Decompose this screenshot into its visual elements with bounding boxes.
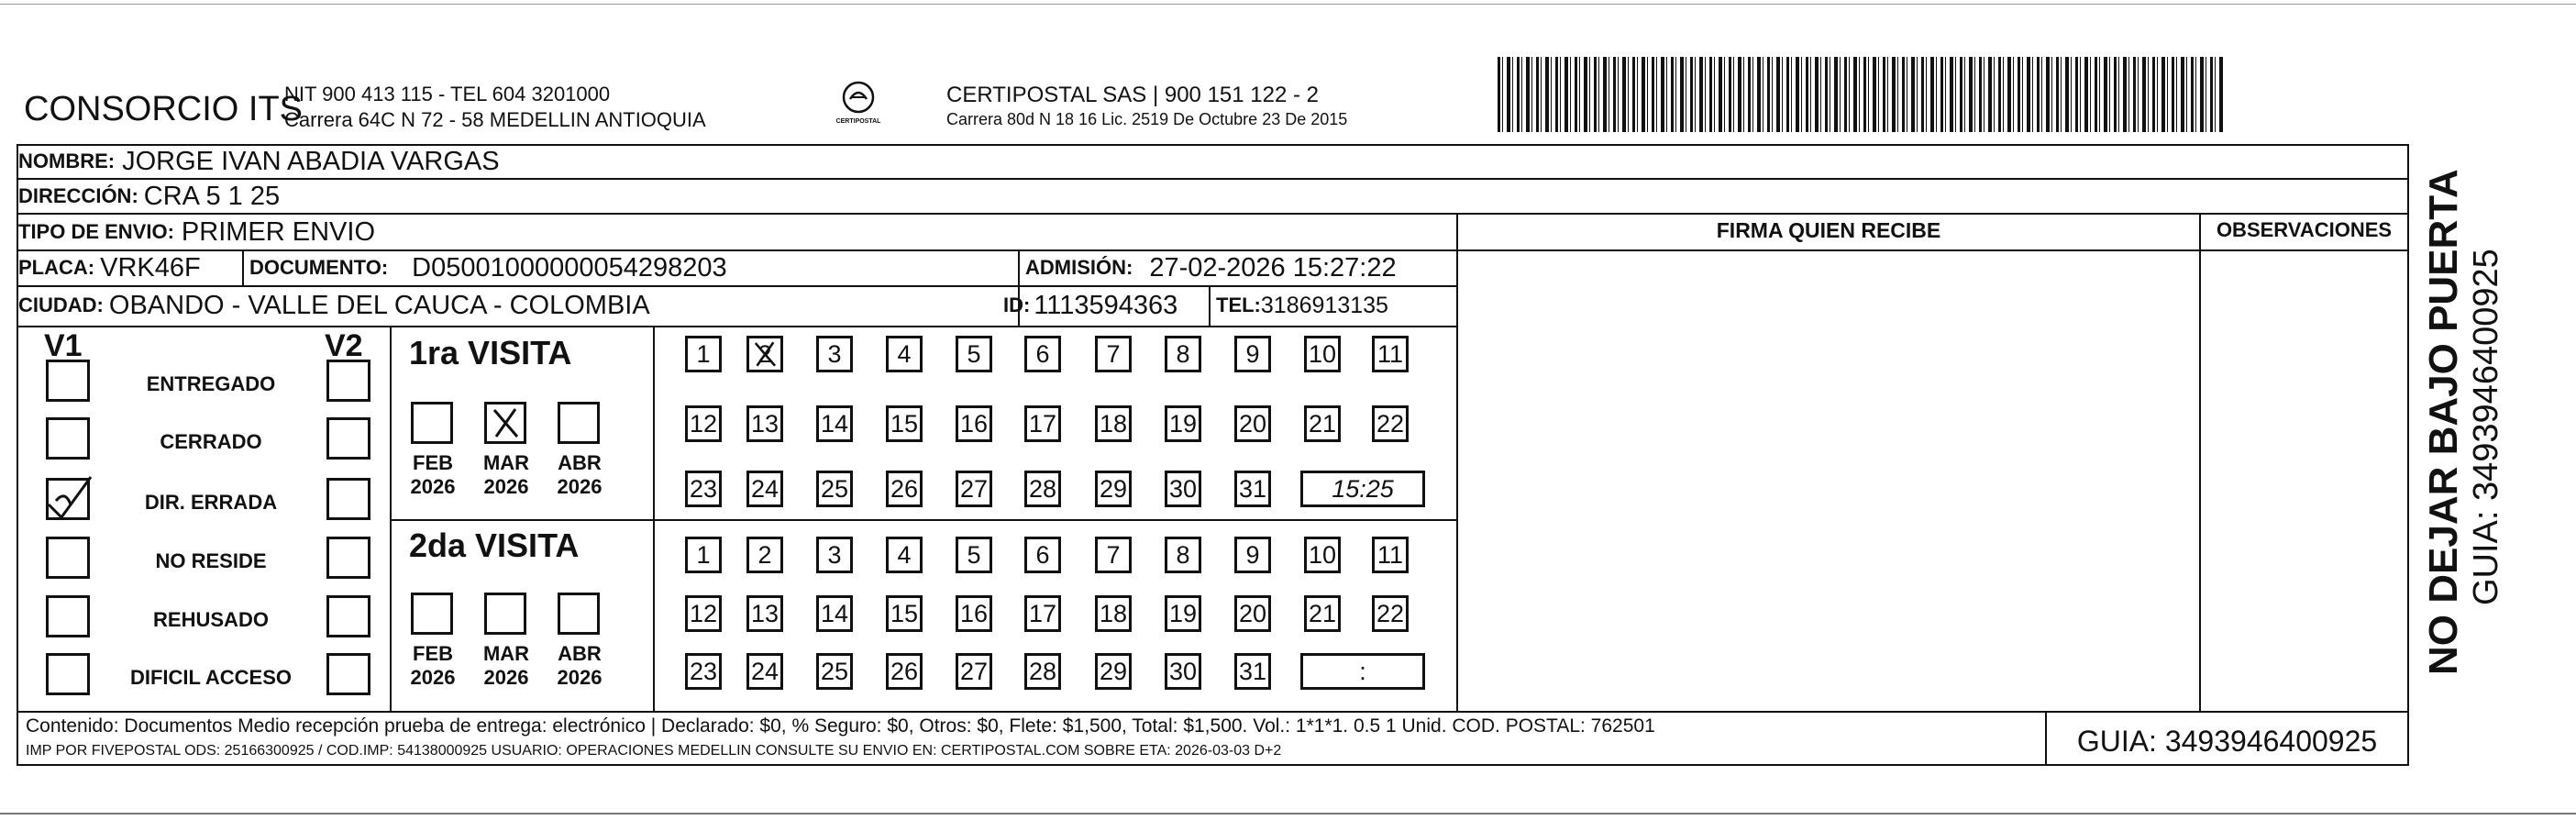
- tel-row: [1216, 290, 1388, 321]
- id-row: [1003, 290, 1177, 321]
- logo-text: CERTIPOSTAL: [835, 118, 881, 125]
- second-day-box[interactable]: [746, 537, 783, 573]
- first-day-box[interactable]: [886, 336, 923, 372]
- day-number: 18: [1099, 599, 1128, 627]
- day-number: 20: [1238, 599, 1267, 627]
- month-name: FEB: [413, 642, 453, 665]
- first-month-label: [479, 451, 534, 499]
- second-day-box[interactable]: [746, 595, 783, 632]
- second-day-box[interactable]: [1095, 595, 1132, 632]
- second-day-box[interactable]: [886, 653, 923, 690]
- v2-checkbox[interactable]: [326, 360, 370, 402]
- first-day-box[interactable]: [1372, 336, 1409, 372]
- side-guia: GUIA: 3493946400925: [2467, 249, 2505, 605]
- second-day-box[interactable]: [1304, 537, 1341, 573]
- first-day-box[interactable]: [816, 405, 853, 442]
- day-number: 29: [1099, 474, 1128, 503]
- first-month-label: [405, 451, 460, 499]
- second-day-box[interactable]: [1304, 595, 1341, 632]
- day-number: 4: [897, 339, 912, 368]
- first-day-box[interactable]: [1372, 405, 1409, 442]
- rule-visit: [390, 519, 1456, 521]
- v1-label: V1: [44, 328, 83, 363]
- first-day-box[interactable]: [1024, 405, 1061, 442]
- day-number: 6: [1035, 540, 1050, 569]
- day-number: 10: [1308, 339, 1337, 368]
- second-day-box[interactable]: [1234, 653, 1271, 690]
- second-day-box[interactable]: [1095, 653, 1132, 690]
- observations-header: OBSERVACIONES: [2216, 218, 2393, 241]
- name-label: NOMBRE:: [18, 150, 116, 172]
- plate-label: PLACA:: [18, 256, 95, 279]
- bottom-rule: [0, 813, 2576, 814]
- first-month-box[interactable]: [484, 402, 526, 444]
- send-type-row: [18, 216, 375, 248]
- city-label: CIUDAD:: [18, 294, 104, 316]
- col-status: [390, 326, 392, 711]
- day-number: 7: [1106, 540, 1121, 569]
- month-name: FEB: [413, 451, 453, 474]
- day-number: 1: [696, 540, 711, 569]
- day-number: 31: [1238, 474, 1267, 503]
- v1-checkbox[interactable]: [46, 653, 90, 695]
- company-address: Carrera 64C N 72 - 58 MEDELLIN ANTIOQUIA: [284, 108, 706, 131]
- day-number: 2: [757, 540, 772, 569]
- second-day-box[interactable]: [886, 595, 923, 632]
- day-number: 28: [1028, 657, 1057, 685]
- day-number: 12: [689, 599, 718, 627]
- day-number: 8: [1176, 339, 1190, 368]
- col-tel: [1209, 285, 1211, 326]
- day-number: 12: [689, 409, 718, 438]
- day-number: 30: [1168, 657, 1198, 685]
- day-number: 31: [1238, 657, 1267, 685]
- day-number: 21: [1308, 599, 1337, 627]
- check-mark-icon: [43, 473, 98, 521]
- day-number: 25: [820, 474, 849, 503]
- day-number: 21: [1308, 409, 1337, 438]
- month-name: ABR: [558, 642, 602, 665]
- second-day-box[interactable]: [816, 653, 853, 690]
- day-number: 10: [1308, 540, 1337, 569]
- day-number: 15: [890, 599, 919, 627]
- second-day-box[interactable]: [956, 595, 992, 632]
- admission-value: 27-02-2026 15:27:22: [1149, 252, 1397, 283]
- city-value: OBANDO - VALLE DEL CAUCA - COLOMBIA: [108, 290, 650, 320]
- v2-checkbox[interactable]: [326, 417, 370, 460]
- company-nit: NIT 900 413 115 - TEL 604 3201000: [284, 83, 611, 105]
- day-number: 18: [1099, 409, 1128, 438]
- second-day-box[interactable]: [685, 537, 722, 573]
- admission-label: ADMISIÓN:: [1025, 256, 1133, 279]
- day-number: 24: [750, 474, 779, 503]
- first-day-box[interactable]: [685, 405, 722, 442]
- document-label: DOCUMENTO:: [249, 256, 389, 279]
- first-day-box[interactable]: [1095, 405, 1132, 442]
- month-year: 2026: [410, 666, 456, 689]
- day-number: 29: [1099, 657, 1128, 685]
- day-number: 11: [1376, 540, 1404, 569]
- day-number: 2: [757, 339, 772, 368]
- first-day-box[interactable]: [1234, 336, 1271, 372]
- status-option-label: DIFICIL ACCESO: [129, 666, 292, 689]
- v2-label: V2: [325, 328, 363, 363]
- day-number: 9: [1245, 540, 1260, 569]
- day-number: 19: [1168, 409, 1198, 438]
- rule-2: [17, 213, 2409, 215]
- second-day-box[interactable]: [956, 537, 992, 573]
- day-number: 30: [1168, 474, 1198, 503]
- day-number: 27: [959, 657, 989, 685]
- month-year: 2026: [557, 475, 603, 498]
- signature-header: FIRMA QUIEN RECIBE: [1716, 218, 1941, 242]
- plate-value: VRK46F: [100, 252, 201, 283]
- carrier-line: CERTIPOSTAL SAS | 900 151 122 - 2: [946, 83, 1319, 107]
- second-day-box[interactable]: [1372, 537, 1409, 573]
- second-day-box[interactable]: [685, 653, 722, 690]
- second-day-box[interactable]: [1095, 537, 1132, 573]
- first-day-box[interactable]: [746, 471, 783, 507]
- city-row: [18, 290, 650, 321]
- first-day-box[interactable]: [1024, 471, 1061, 507]
- first-day-box[interactable]: [685, 471, 722, 507]
- side-warning: NO DEJAR BAJO PUERTA: [2421, 169, 2466, 675]
- day-number: 6: [1035, 339, 1050, 368]
- second-month-box[interactable]: [484, 593, 526, 635]
- v1-checkbox[interactable]: [46, 595, 90, 637]
- col-sign-left: [1456, 213, 1458, 711]
- address-row: [18, 181, 280, 212]
- col-months: [653, 326, 655, 711]
- first-day-box[interactable]: [1095, 336, 1132, 372]
- second-day-box[interactable]: [1234, 537, 1271, 573]
- second-time-box[interactable]: :: [1300, 653, 1425, 690]
- day-number: 28: [1028, 474, 1057, 503]
- rule-5: [17, 326, 1456, 327]
- first-day-box[interactable]: [956, 336, 992, 372]
- first-day-box[interactable]: [1024, 336, 1061, 372]
- day-number: 16: [959, 599, 989, 627]
- admission-row: [1025, 252, 1397, 283]
- second-day-box[interactable]: [1024, 537, 1061, 573]
- first-day-box[interactable]: [956, 405, 992, 442]
- first-month-box[interactable]: [558, 402, 600, 444]
- second-day-box[interactable]: [816, 595, 853, 632]
- second-day-box[interactable]: [1165, 653, 1201, 690]
- day-number: 5: [967, 540, 981, 569]
- address-label: DIRECCIÓN:: [18, 184, 138, 207]
- month-year: 2026: [557, 666, 603, 689]
- send-type-label: TIPO DE ENVIO:: [18, 220, 174, 243]
- day-number: 4: [897, 540, 912, 569]
- second-day-box[interactable]: [1234, 595, 1271, 632]
- month-year: 2026: [483, 666, 529, 689]
- v1-checkbox[interactable]: [46, 360, 90, 402]
- first-day-box[interactable]: [886, 405, 923, 442]
- second-day-box[interactable]: [685, 595, 722, 632]
- day-number: 3: [827, 339, 842, 368]
- day-number: 11: [1376, 339, 1404, 368]
- second-day-box[interactable]: [746, 653, 783, 690]
- day-number: 9: [1245, 339, 1260, 368]
- day-number: 14: [820, 599, 849, 627]
- second-day-box[interactable]: [1024, 595, 1061, 632]
- status-option-label: DIR. ERRADA: [144, 491, 278, 514]
- send-type-value: PRIMER ENVIO: [181, 216, 376, 247]
- day-number: 7: [1106, 339, 1121, 368]
- top-rule: [0, 4, 2576, 5]
- v2-checkbox[interactable]: [326, 653, 370, 695]
- carrier-logo: [831, 79, 886, 134]
- day-number: 16: [959, 409, 989, 438]
- name-row: [18, 146, 500, 177]
- barcode: [1498, 57, 2224, 132]
- day-number: 23: [689, 657, 718, 685]
- status-option-label: CERRADO: [160, 430, 262, 453]
- rule-6: [17, 711, 2409, 713]
- document-row: [249, 252, 727, 283]
- status-option-label: NO RESIDE: [155, 549, 267, 572]
- day-number: 19: [1168, 599, 1198, 627]
- day-number: 3: [827, 540, 842, 569]
- second-day-box[interactable]: [1372, 595, 1409, 632]
- day-number: 8: [1176, 540, 1190, 569]
- second-visit-label: 2da VISITA: [409, 526, 580, 564]
- first-visit-label: 1ra VISITA: [409, 334, 572, 371]
- second-month-box[interactable]: [411, 593, 453, 635]
- second-month-label: [405, 642, 460, 690]
- first-day-box[interactable]: [1095, 471, 1132, 507]
- first-day-box[interactable]: [1165, 405, 1201, 442]
- company-name: CONSORCIO ITS: [24, 90, 304, 128]
- first-day-box[interactable]: [1304, 405, 1341, 442]
- address-value: CRA 5 1 25: [143, 181, 281, 211]
- day-number: 24: [750, 657, 779, 685]
- name-value: JORGE IVAN ABADIA VARGAS: [122, 146, 500, 176]
- second-day-box[interactable]: [1165, 595, 1201, 632]
- v2-checkbox[interactable]: [326, 595, 370, 637]
- month-year: 2026: [483, 475, 529, 498]
- col-obs-left: [2199, 213, 2201, 711]
- v2-checkbox[interactable]: [326, 537, 370, 579]
- second-day-box[interactable]: [1165, 537, 1201, 573]
- day-number: 27: [959, 474, 989, 503]
- day-number: 23: [689, 474, 718, 503]
- month-name: MAR: [482, 642, 530, 665]
- status-option-label: REHUSADO: [153, 608, 269, 631]
- day-number: 26: [890, 657, 919, 685]
- day-number: 15: [890, 409, 919, 438]
- carrier-address: Carrera 80d N 18 16 Lic. 2519 De Octubre 23 De 2015: [946, 110, 1348, 128]
- v1-checkbox[interactable]: [46, 478, 90, 520]
- day-number: 22: [1376, 409, 1405, 438]
- day-number: 14: [820, 409, 849, 438]
- month-name: ABR: [558, 451, 602, 474]
- day-number: 5: [967, 339, 981, 368]
- day-number: 17: [1028, 409, 1057, 438]
- first-day-box[interactable]: [886, 471, 923, 507]
- second-day-box[interactable]: [1024, 653, 1061, 690]
- tel-value: 3186913135: [1260, 292, 1388, 318]
- month-name: MAR: [482, 451, 530, 474]
- day-number: 1: [696, 339, 711, 368]
- footer-imp: IMP POR FIVEPOSTAL ODS: 25166300925 / COD.IMP: 54138000925 USUARIO: OPERACIONES MEDELLIN CONSULTE SU ENVIO EN: CERTIPOSTAL.COM SOBRE ETA: 2026-03-03 D+2: [26, 743, 1282, 759]
- day-number: 17: [1028, 599, 1057, 627]
- v2-checkbox[interactable]: [326, 478, 370, 520]
- first-day-box[interactable]: [1165, 471, 1201, 507]
- day-number: 26: [890, 474, 919, 503]
- plate-row: [18, 252, 201, 283]
- first-time-box[interactable]: 15:25: [1300, 471, 1425, 507]
- col-placa-doc: [242, 249, 244, 286]
- first-day-box[interactable]: [1234, 405, 1271, 442]
- first-month-label: [552, 451, 607, 499]
- footer-guia: GUIA: 3493946400925: [2076, 725, 2378, 758]
- rule-1: [17, 178, 2409, 180]
- rule-4: [17, 285, 1456, 287]
- first-day-box[interactable]: [816, 471, 853, 507]
- second-month-label: [552, 642, 607, 690]
- first-day-box[interactable]: [956, 471, 992, 507]
- day-number: 13: [750, 409, 779, 438]
- month-year: 2026: [410, 475, 456, 498]
- footer-contents: Contenido: Documentos Medio recepción prueba de entrega: electrónico | Declarado: $0, % Seguro: $0, Otros: $0, Flete: $1,500, Total: $1,500. Vol.: 1*1*1. 0.5 1 Unid. COD. POSTAL: 762501: [26, 715, 1655, 737]
- first-day-box[interactable]: [1304, 336, 1341, 372]
- first-day-box[interactable]: [746, 336, 783, 372]
- document-value: D05001000000054298203: [412, 252, 727, 283]
- first-day-box[interactable]: [1234, 471, 1271, 507]
- first-day-box[interactable]: [816, 336, 853, 372]
- id-label: ID:: [1003, 294, 1031, 316]
- day-number: 25: [820, 657, 849, 685]
- second-month-label: [479, 642, 534, 690]
- second-day-box[interactable]: [816, 537, 853, 573]
- first-day-box[interactable]: [685, 336, 722, 372]
- first-month-box[interactable]: [411, 402, 453, 444]
- first-day-box[interactable]: [746, 405, 783, 442]
- second-day-box[interactable]: [956, 653, 992, 690]
- second-day-box[interactable]: [886, 537, 923, 573]
- day-number: 22: [1376, 599, 1405, 627]
- first-day-box[interactable]: [1165, 336, 1201, 372]
- day-number: 13: [750, 599, 779, 627]
- second-month-box[interactable]: [558, 593, 600, 635]
- day-number: 20: [1238, 409, 1267, 438]
- id-value: 1113594363: [1034, 290, 1178, 320]
- v1-checkbox[interactable]: [46, 417, 90, 460]
- status-option-label: ENTREGADO: [146, 372, 276, 395]
- certipostal-logo-icon: [839, 79, 878, 116]
- tel-label: TEL:: [1216, 294, 1261, 316]
- v1-checkbox[interactable]: [46, 537, 90, 579]
- rule-3: [17, 249, 2409, 251]
